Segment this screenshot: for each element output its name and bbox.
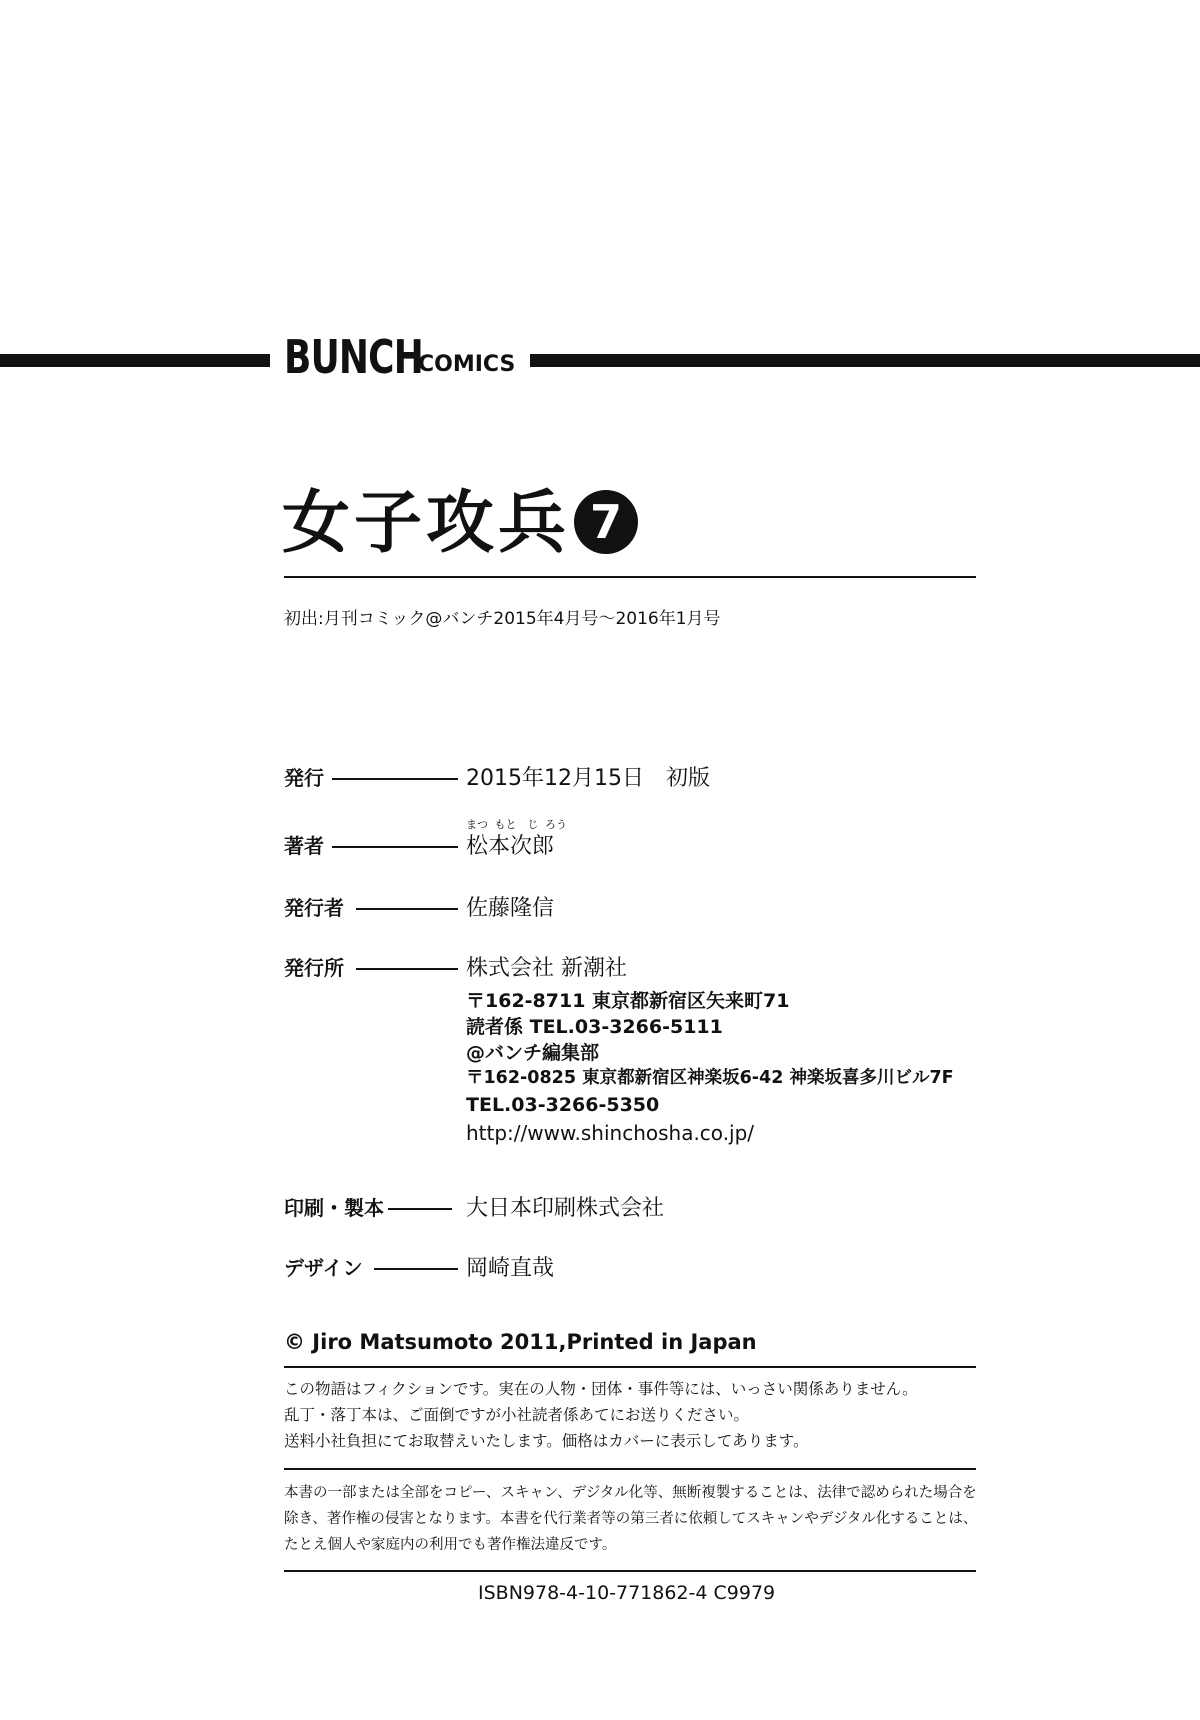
credit-label: 発行者 bbox=[284, 896, 344, 920]
brand-name: BUNCH bbox=[284, 330, 423, 384]
publisher-address: 〒162-8711 東京都新宿区矢来町71 bbox=[466, 990, 790, 1012]
copyright-notice-line: 本書の一部または全部をコピー、スキャン、デジタル化等、無断複製することは、法律で認められた場合を bbox=[284, 1485, 977, 1501]
credit-leader bbox=[374, 1268, 458, 1270]
credit-leader bbox=[356, 908, 458, 910]
editorial-address: 〒162-0825 東京都新宿区神楽坂6-42 神楽坂喜多川ビル7F bbox=[466, 1068, 954, 1088]
banner-right-bar bbox=[530, 354, 1200, 367]
credit-value: 佐藤隆信 bbox=[466, 896, 555, 921]
brand-logo bbox=[284, 330, 516, 384]
credit-value: 大日本印刷株式会社 bbox=[466, 1196, 665, 1221]
isbn-rule bbox=[284, 1570, 976, 1572]
editorial-tel: TEL.03-3266-5350 bbox=[466, 1094, 660, 1116]
notice-line: 送料小社負担にてお取替えいたします。価格はカバーに表示してあります。 bbox=[284, 1432, 809, 1450]
credit-leader bbox=[388, 1208, 452, 1210]
credit-leader bbox=[356, 968, 458, 970]
credit-label: 発行所 bbox=[284, 956, 344, 980]
first-publication: 初出:月刊コミック@バンチ2015年4月号～2016年1月号 bbox=[284, 609, 721, 629]
copyright-notice-line: たとえ個人や家庭内の利用でも著作権法違反です。 bbox=[284, 1537, 617, 1553]
copyright-notice-line: 除き、著作権の侵害となります。本書を代行業者等の第三者に依頼してスキャンやデジタル化することは、 bbox=[284, 1511, 978, 1527]
notice-rule bbox=[284, 1468, 976, 1470]
credit-leader bbox=[332, 846, 458, 848]
notice-line: この物語はフィクションです。実在の人物・団体・事件等には、いっさい関係ありません。 bbox=[284, 1380, 918, 1398]
book-title: 女子攻兵 bbox=[282, 484, 571, 563]
credit-value: 株式会社 新潮社 bbox=[466, 956, 627, 981]
reader-tel: 読者係 TEL.03-3266-5111 bbox=[466, 1016, 723, 1038]
title-underline bbox=[284, 576, 976, 578]
credit-value: 2015年12月15日 初版 bbox=[466, 766, 710, 791]
banner-left-bar bbox=[0, 354, 270, 367]
volume-badge: 7 bbox=[574, 490, 638, 554]
copyright-rule bbox=[284, 1366, 976, 1368]
credit-label: 印刷・製本 bbox=[284, 1196, 384, 1220]
copyright: © Jiro Matsumoto 2011,Printed in Japan bbox=[284, 1330, 757, 1354]
credit-label: デザイン bbox=[284, 1256, 363, 1280]
credit-label: 著者 bbox=[284, 834, 324, 858]
credit-value: 松本次郎 bbox=[466, 834, 555, 859]
author-reading: まつ もと じ ろう bbox=[466, 818, 567, 831]
isbn: ISBN978-4-10-771862-4 C9979 bbox=[478, 1582, 776, 1604]
notice-line: 乱丁・落丁本は、ご面倒ですが小社読者係あてにお送りください。 bbox=[284, 1406, 750, 1424]
credit-value: 岡崎直哉 bbox=[466, 1256, 555, 1281]
credit-label: 発行 bbox=[284, 766, 324, 790]
editorial-dept: @バンチ編集部 bbox=[466, 1042, 600, 1064]
brand-sub: COMICS bbox=[418, 352, 516, 377]
credit-leader bbox=[332, 778, 458, 780]
publisher-url: http://www.shinchosha.co.jp/ bbox=[466, 1121, 755, 1145]
